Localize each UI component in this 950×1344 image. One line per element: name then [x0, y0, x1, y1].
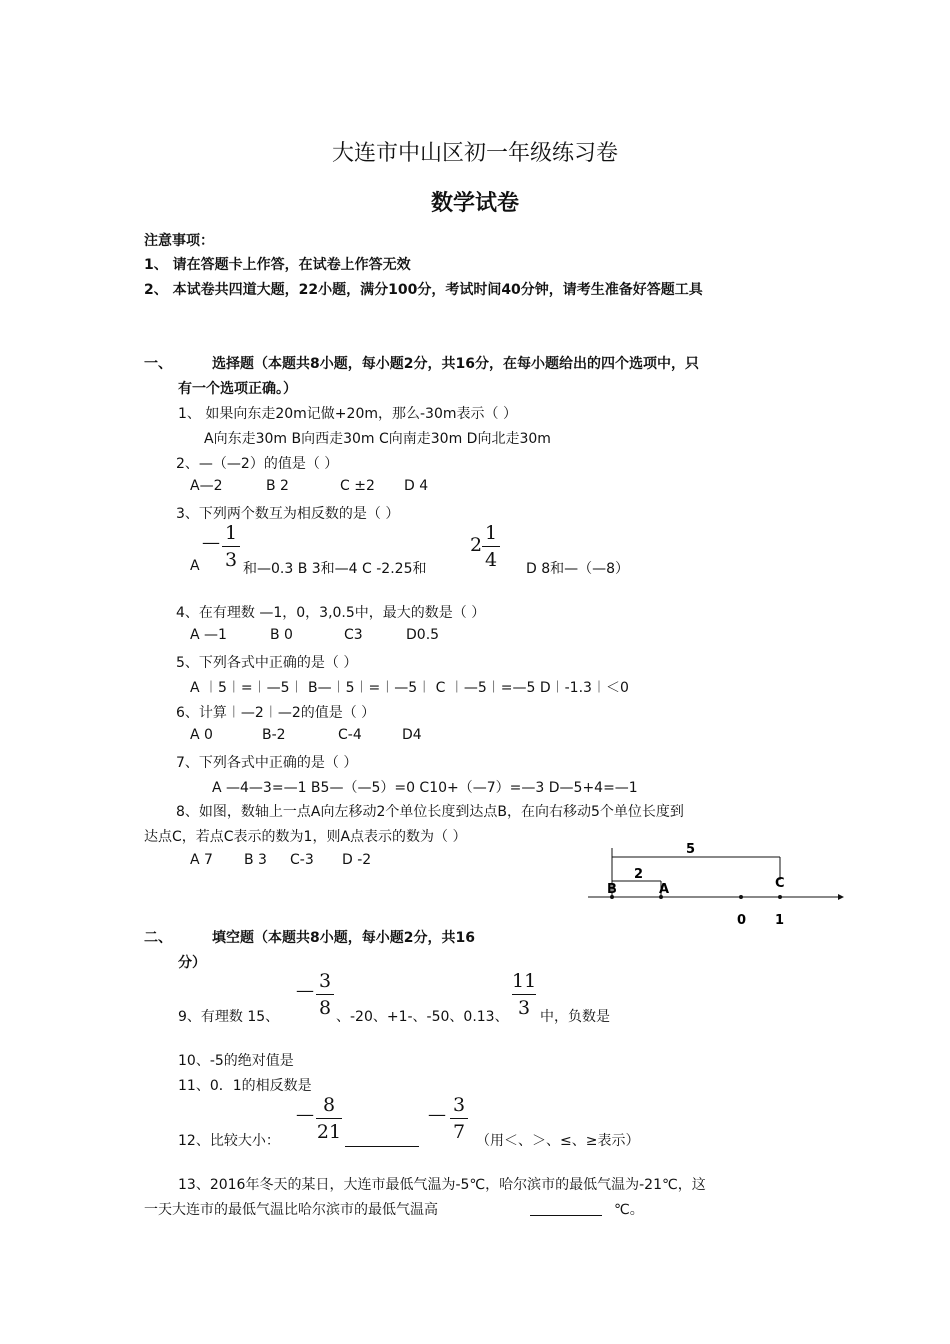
q6-stem: 6、计算︱—2︱—2的值是（ ）: [176, 705, 376, 721]
q3-option-a-label: A: [190, 558, 200, 574]
label-5: 5: [686, 842, 696, 857]
q8-option-c: C-3: [290, 852, 314, 868]
q8-stem-line2: 达点C，若点C表示的数为1，则A点表示的数为（ ）: [144, 829, 467, 845]
point-c-dot: [778, 895, 782, 899]
tick-label-1: 1: [775, 913, 785, 928]
q3-options-middle: 和—0.3 B 3和—4 C -2.25和: [243, 561, 427, 577]
q2-option-a: A—2: [190, 478, 223, 494]
q13-line2-suffix: ℃。: [614, 1202, 644, 1218]
label-point-a: A: [659, 882, 670, 897]
q12-neg-sign-1: —: [296, 1104, 314, 1125]
q4-option-d: D0.5: [406, 627, 440, 643]
q1-options: A向东走30m B向西走30m C向南走30m D向北走30m: [204, 431, 551, 447]
q12-suffix: （用＜、＞、≤、≥表示）: [476, 1133, 640, 1149]
q7-options: A —4—3=—1 B5—（—5）=0 C10+（—7）=—3 D—5+4=—1: [212, 780, 638, 796]
q12-neg-sign-2: —: [428, 1104, 446, 1125]
q5-options: A ︱5︱=︱—5︱ B—︱5︱=︱—5︱ C ︱—5︱=—5 D︱-1.3︱＜0: [190, 680, 629, 696]
q9-fraction-1-den: 8: [318, 997, 332, 1019]
tick-label-0: 0: [737, 913, 747, 928]
q13-line1: 13、2016年冬天的某日，大连市最低气温为-5℃，哈尔滨市的最低气温为-21℃，这: [178, 1177, 706, 1193]
section2-title-line2: 分）: [178, 955, 206, 971]
label-point-c: C: [775, 876, 785, 891]
q2-option-d: D 4: [404, 478, 429, 494]
q8-stem-line1: 8、如图，数轴上一点A向左移动2个单位长度到达点B，在向右移动5个单位长度到: [176, 804, 684, 820]
q6-option-d: D4: [402, 727, 422, 743]
q2-option-c: C ±2: [340, 478, 375, 494]
exam-title: 大连市中山区初一年级练习卷: [331, 141, 618, 166]
q6-option-c: C-4: [338, 727, 362, 743]
q2-option-b: B 2: [266, 478, 289, 494]
q8-option-a: A 7: [190, 852, 213, 868]
q9-suffix: 中，负数是: [540, 1009, 610, 1025]
section1-title-line1: 选择题（本题共8小题，每小题2分，共16分，在每小题给出的四个选项中，只: [212, 356, 699, 372]
q3-fraction-a-num: 1: [224, 522, 238, 544]
q1-stem: 1、 如果向东走20m记做+20m，那么-30m表示（ ）: [178, 406, 517, 422]
q12-fraction-2-den: 7: [452, 1121, 466, 1143]
q4-option-c: C3: [344, 627, 363, 643]
label-2: 2: [634, 867, 644, 882]
number-line-figure: [580, 840, 850, 935]
point-zero-dot: [739, 895, 743, 899]
q2-stem: 2、—（—2）的值是（ ）: [176, 456, 339, 472]
exam-subtitle: 数学试卷: [430, 190, 519, 216]
q6-option-a: A 0: [190, 727, 213, 743]
q3-stem: 3、下列两个数互为相反数的是（ ）: [176, 506, 400, 522]
q12-answer-blank[interactable]: [345, 1130, 419, 1147]
q9-fraction-1-num: 3: [318, 970, 332, 992]
q12-fraction-2: [450, 1094, 468, 1143]
q12-fraction-2-num: 3: [452, 1094, 466, 1116]
q8-option-b: B 3: [244, 852, 267, 868]
q12-fraction-1-den: 21: [316, 1121, 342, 1143]
q13-answer-blank[interactable]: [530, 1199, 602, 1216]
q11-text: 11、0．1的相反数是: [178, 1078, 312, 1094]
q9-prefix: 9、有理数 15、: [178, 1009, 280, 1025]
q12-fraction-1-num: 8: [322, 1094, 336, 1116]
q3-fraction-c-den: 4: [484, 549, 498, 571]
q4-option-a: A —1: [190, 627, 227, 643]
notice-item-1: 1、 请在答题卡上作答，在试卷上作答无效: [144, 257, 411, 273]
q7-stem: 7、下列各式中正确的是（ ）: [176, 755, 358, 771]
label-point-b: B: [607, 882, 617, 897]
q3-neg-sign: —: [202, 532, 220, 553]
section2-number: 二、: [144, 930, 172, 946]
q3-fraction-a: [222, 522, 240, 571]
section2-title-line1: 填空题（本题共8小题，每小题2分，共16: [212, 930, 475, 946]
q3-fraction-a-den: 3: [224, 549, 238, 571]
q9-fraction-2: [512, 970, 536, 1019]
notice-item-2: 2、 本试卷共四道大题，22小题，满分100分，考试时间40分钟，请考生准备好答题工具: [144, 282, 703, 298]
q12-prefix: 12、比较大小：: [178, 1133, 280, 1149]
q9-middle: 、-20、+1-、-50、0.13、: [336, 1009, 509, 1025]
q9-fraction-2-den: 3: [517, 997, 531, 1019]
q6-option-b: B-2: [262, 727, 286, 743]
q3-fraction-c-num: 1: [484, 522, 498, 544]
q8-option-d: D -2: [342, 852, 372, 868]
section1-title-line2: 有一个选项正确。）: [178, 381, 297, 397]
q13-line2-prefix: 一天大连市的最低气温比哈尔滨市的最低气温高: [144, 1202, 438, 1218]
section1-number: 一、: [144, 356, 172, 372]
q9-neg-sign: —: [296, 980, 314, 1001]
axis-arrow: [838, 894, 844, 900]
q9-fraction-2-num: 11: [512, 970, 537, 992]
q12-fraction-1: [316, 1094, 342, 1143]
q3-mixed-whole: 2: [470, 534, 483, 556]
q3-option-d: D 8和—（—8）: [526, 561, 630, 577]
q9-fraction-1: [316, 970, 334, 1019]
notice-heading: 注意事项：: [144, 233, 214, 249]
q5-stem: 5、下列各式中正确的是（ ）: [176, 655, 358, 671]
q3-fraction-c: [482, 522, 500, 571]
q4-option-b: B 0: [270, 627, 293, 643]
q4-stem: 4、在有理数 —1，0，3,0.5中，最大的数是（ ）: [176, 605, 486, 621]
q10-text: 10、-5的绝对值是: [178, 1053, 294, 1069]
